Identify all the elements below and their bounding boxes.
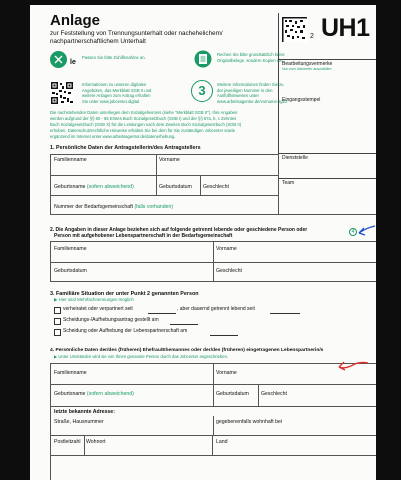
field-label: Geburtsname (sofern abweichend) — [54, 391, 134, 397]
field-label: Nummer der Bedarfsgemeinschaft (falls vorhanden) — [54, 204, 174, 210]
field-label: Geburtsdatum — [159, 184, 192, 190]
office-department-label: Dienststelle — [282, 155, 308, 161]
office-processing-note: Nur vom Jobcenter auszufüllen — [282, 67, 332, 71]
field-s1-geschlecht[interactable] — [200, 175, 279, 196]
field-label: Vorname — [216, 246, 237, 252]
field-s4-wohnort[interactable] — [83, 435, 213, 456]
intro-line-3: Buch Sozialgesetzbuch (SGB X) für die Leistungen nach dem Zweiten Buch Sozialgesetzbuch (SGB II) — [50, 122, 242, 127]
checkbox-divorced[interactable] — [54, 329, 61, 336]
field-s1-vorname[interactable] — [156, 155, 279, 176]
option-married-label: verheiratet oder verpartnert seit — [63, 306, 133, 312]
annotation-arrow-red-icon — [335, 357, 369, 378]
page-subtitle-1: zur Feststellung von Trennungsunterhalt oder nachehelichem/ — [50, 30, 223, 37]
info-text-4c: Ausfüllhinweisen unter — [217, 93, 259, 98]
info-text-3c: weitere Anlagen zum Antrag erhalten — [82, 93, 151, 98]
field-label: Geschlecht — [203, 184, 229, 190]
field-s2-vorname[interactable] — [213, 242, 376, 263]
info-text-3b: Angeboten, das Merkblatt SGB II und — [82, 87, 152, 93]
date-divorce-filed-field[interactable] — [170, 324, 198, 325]
page-title: Anlage — [50, 12, 101, 29]
section-1-grid — [50, 154, 279, 215]
field-label: Familienname — [54, 246, 87, 252]
field-label: Postleitzahl — [54, 439, 81, 445]
option-divorced-label: Scheidung oder Aufhebung der Lebenspartnerschaft am — [63, 328, 188, 334]
field-label: Geburtsname (sofern abweichend) — [54, 184, 134, 190]
field-label: Vorname — [216, 370, 237, 376]
scissors-icon — [50, 51, 67, 68]
field-s4-land[interactable] — [213, 435, 376, 456]
field-s4-wohnhaft-bei[interactable] — [213, 416, 376, 436]
intro-line-2: werden aufgrund der §§ 60 - 65 Erstes Buch Sozialgesetzbuch (SGB I) und der §§ 67a, b, c Zehntes — [50, 116, 237, 121]
info-text-3d: Sie unter www.jobcenter.digital — [82, 98, 140, 104]
field-label: Familienname — [54, 157, 87, 163]
field-label: Land — [216, 439, 228, 445]
info-text-1: Passen Sie bitte Zuhilfenahme an. — [82, 55, 146, 60]
info-text-4a: Weitere Informationen finden Sie zu — [217, 82, 284, 87]
field-label: Geburtsdatum — [216, 391, 249, 397]
field-label: Straße, Hausnummer — [54, 419, 104, 425]
field-s4-geburtsname[interactable] — [50, 384, 214, 407]
field-label: Geschlecht — [216, 268, 242, 274]
field-label: gegebenenfalls wohnhaft bei — [216, 419, 283, 425]
office-team-label: Team — [282, 180, 295, 186]
field-s1-geburtsdatum[interactable] — [156, 175, 201, 196]
office-stamp-label: Eingangsstempel — [282, 97, 321, 103]
field-s4-strasse[interactable] — [50, 416, 214, 436]
info-number-badge: 3 — [191, 80, 213, 102]
date-separated-field[interactable] — [270, 313, 300, 314]
info-number-circle: 4 — [349, 228, 357, 236]
field-s2-geschlecht[interactable] — [213, 262, 376, 282]
section-2-title-2: Person mit aufgehobener Lebenspartnerschaft in der Bedarfsgemeinschaft — [54, 233, 233, 239]
info-text-2a: Rechen Sie bitte grundsätzlich keine — [217, 52, 285, 57]
field-label: Wohnort — [86, 439, 106, 445]
field-s4-familienname[interactable] — [50, 364, 214, 385]
field-s4-geburtsdatum[interactable] — [213, 384, 259, 407]
page-subtitle-2: nachpartnerschaftlichem Unterhalt — [50, 38, 146, 45]
section-2-title-1: 2. Die Angaben in dieser Anlage beziehen sich auf folgende getrennt lebende oder geschiedene Person oder — [50, 227, 308, 233]
option-divorce-filed-label: Scheidungs-/Aufhebungsantrag gestellt am — [63, 317, 159, 323]
qr-code-icon[interactable] — [50, 81, 74, 105]
field-s2-geburtsdatum[interactable] — [50, 262, 214, 282]
date-married-field[interactable] — [148, 313, 176, 314]
field-s4-plz[interactable] — [50, 435, 85, 456]
form-page: Anlage zur Feststellung von Trennungsunterhalt oder nachehelichem/ nachpartnerschaftlichem Unterhalt le Passen Sie bitte Zuhilfenahme an. Rechen Sie bitte grundsätzlich keine Originalbelege, sondern Kopien ein. Informationen zu unseren digitalen Angeboten, das Merkblatt SGB II und weitere Anlagen zum Antrag erhalten Sie unter www.jobcenter.digital 3 Weitere Informationen finden Sie zu der jeweiligen Nummer in den Ausfüllhinweisen unter www.arbeitsagentur.de/vorname-sgb2 Die nachstehenden Daten unterliegen dem Sozialgeheimnis (siehe "Merkblatt SGB II"). Ihre Angaben werden aufgrund der §§ 60 - 65 Erstes Buch Sozialgesetzbuch (SGB I) und der §§ 67a, b, c Zehntes Buch Sozialgesetzbuch (SGB X) für die Leistungen nach dem Zweiten Buch Sozialgesetzbuch (SGB II) erhoben. Datenschutzrechtliche Hinweise erhalten Sie bei dem für Sie zuständigen Jobcenter sowie ergänzend im Internet unter www.arbeitsagentur.de/datenerhebung. 2 UH1 Bearbeitungsvermerke Nur vom Jobcenter auszufüllen Eingangsstempel Dienststelle Team 1. Persönliche Daten der Antragstellerin/des Antragstellers Familienname Vorname Geburtsname (sofern abweichend) Geburtsdatum Geschlecht Nummer der Bedarfsgemeinschaft (falls vorhanden) 2. Die Angaben in dieser Anlage beziehen sich auf folgende getrennt lebende oder geschiedene Person oder Person mit aufgehobener Lebenspartnerschaft in der Bedarfsgemeinschaft Familienname Vorname Geburtsdatum Geschlecht 4 3. Familiäre Situation der unter Punkt 2 genannten Person ▶ Hier sind Mehrfachnennungen möglich verheiratet oder verpartnert seit , aber dauernd getrennt lebend seit Scheidungs-/Aufhebungsantrag gestellt am Scheidung oder Aufhebung der Lebenspartnerschaft am 4. Persönliche Daten der/des (früheren) Ehefrau/Ehemannes oder der/des (früheren) eingetragenen Lebenspartnerin/s ▶ Unter Umständen wird sie von Ihnen genannte Person durch das Jobcenter angeschrieben. Familienname Vorname Geburtsname (sofern abweichend) Geburtsdatum Geschlecht letzte bekannte Adresse: Straße, Hausnummer gegebenenfalls wohnhaft bei Postleitzahl Wohnort Land — [30, 5, 376, 480]
section-4-grid — [50, 363, 376, 480]
checkbox-divorce-filed[interactable] — [54, 318, 61, 325]
document-stack-icon — [194, 50, 212, 68]
intro-line-5: ergänzend im Internet unter www.arbeitsagentur.de/datenerhebung. — [50, 134, 176, 139]
info-text-4b: der jeweiligen Nummer in den — [217, 87, 273, 93]
annotation-arrow-blue-icon — [356, 223, 376, 246]
form-code: UH1 — [321, 14, 370, 42]
info-text-2b: Originalbelege, sondern Kopien ein. — [217, 58, 284, 63]
section-4-note: ▶ Unter Umständen wird sie von Ihnen genannte Person durch das Jobcenter angeschrieben. — [54, 354, 229, 359]
field-s1-bg-number[interactable] — [51, 195, 279, 215]
barcode-suffix: 2 — [310, 33, 314, 40]
field-label: Geburtsdatum — [54, 268, 87, 274]
barcode-matrix — [282, 17, 307, 42]
section-1-title: 1. Persönliche Daten der Antragstellerin/des Antragstellers — [50, 145, 201, 151]
info-text-3a: Informationen zu unseren digitalen — [82, 82, 147, 87]
field-label: Vorname — [159, 157, 180, 163]
field-s1-geburtsname[interactable] — [51, 175, 157, 196]
section-4-title: 4. Persönliche Daten der/des (früheren) Ehefrau/Ehemannes oder der/des (früheren) eingetragenen Lebenspartnerin/s — [50, 348, 324, 353]
checkbox-married-separated[interactable] — [54, 307, 61, 314]
date-divorced-field[interactable] — [210, 335, 238, 336]
field-s1-familienname[interactable] — [51, 155, 157, 176]
section-3-title: 3. Familiäre Situation der unter Punkt 2 genannten Person — [50, 291, 199, 297]
field-label: Familienname — [54, 370, 87, 376]
intro-line-1: Die nachstehenden Daten unterliegen dem Sozialgeheimnis (siehe "Merkblatt SGB II"). Ihre Angaben — [50, 110, 238, 115]
section-3-note: ▶ Hier sind Mehrfachnennungen möglich — [54, 297, 134, 302]
field-label: Geschlecht — [261, 391, 287, 397]
option-separated-label: , aber dauernd getrennt lebend seit — [177, 306, 255, 312]
section-2-grid — [50, 241, 376, 282]
office-processing-label: Bearbeitungsvermerke — [282, 61, 333, 67]
field-s4-geschlecht[interactable] — [258, 384, 376, 407]
address-heading: letzte bekannte Adresse: — [54, 409, 115, 415]
intro-line-4: erhoben. Datenschutzrechtliche Hinweise erhalten Sie bei dem für Sie zuständigen Jobcenter sowie — [50, 128, 236, 133]
info-text-4d: www.arbeitsagentur.de/vorname-sgb2 — [217, 98, 288, 104]
field-s2-familienname[interactable] — [50, 242, 214, 263]
